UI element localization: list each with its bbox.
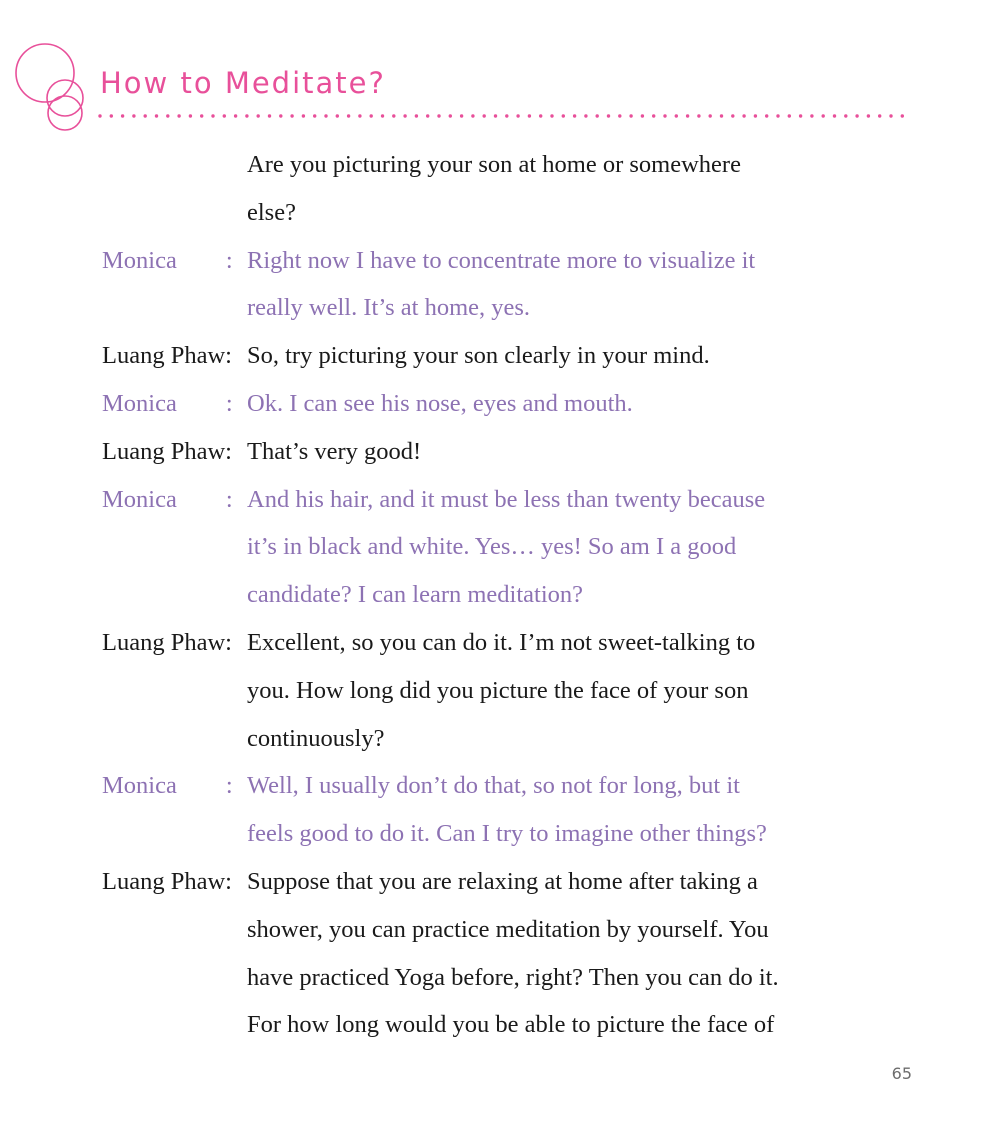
divider-dot: [810, 114, 813, 117]
divider-dot: [878, 114, 881, 117]
speech-text: [247, 237, 887, 333]
divider-dot: [223, 114, 226, 117]
divider-dot: [697, 114, 700, 117]
speaker-label: Luang Phaw:: [102, 867, 239, 895]
divider-dot: [336, 114, 339, 117]
divider-dot: [709, 114, 712, 117]
divider-dot: [641, 114, 644, 117]
divider-dot: [584, 114, 587, 117]
dialogue: [102, 141, 922, 1049]
divider-dot: [313, 114, 316, 117]
speech-text: [247, 141, 887, 237]
divider-dot: [765, 114, 768, 117]
speech-line: continuously?: [247, 724, 385, 752]
divider-dot: [200, 114, 203, 117]
divider-dot: [686, 114, 689, 117]
speech-line: That’s very good!: [247, 437, 422, 465]
speech-text: [247, 762, 887, 858]
speaker-label: Monica :: [102, 485, 239, 513]
speech-line: Suppose that you are relaxing at home after taking a: [247, 867, 758, 895]
divider-dot: [426, 114, 429, 117]
divider-dot: [720, 114, 723, 117]
divider-dot: [483, 114, 486, 117]
speech-line: For how long would you be able to picture the face of: [247, 1011, 775, 1039]
divider-dot: [516, 114, 519, 117]
dialogue-turn: [102, 237, 922, 333]
speech-line: Right now I have to concentrate more to visualize it: [247, 246, 756, 274]
divider-dot: [155, 114, 158, 117]
divider-dot: [358, 114, 361, 117]
speaker-label: Luang Phaw:: [102, 628, 239, 656]
dialogue-turn: [102, 141, 922, 237]
divider-dot: [822, 114, 825, 117]
divider-dot: [132, 114, 135, 117]
divider-dot: [177, 114, 180, 117]
divider-dot: [573, 114, 576, 117]
speaker-label: Luang Phaw:: [102, 342, 239, 370]
divider-dot: [494, 114, 497, 117]
divider-dot: [618, 114, 621, 117]
divider-dot: [505, 114, 508, 117]
speaker-label: Monica :: [102, 389, 239, 417]
speech-line: So, try picturing your son clearly in your mind.: [247, 342, 710, 370]
speech-line: Excellent, so you can do it. I’m not sweet-talking to: [247, 628, 756, 656]
dotted-divider: [97, 112, 905, 120]
speech-line: you. How long did you picture the face of your son: [247, 676, 749, 704]
divider-dot: [144, 114, 147, 117]
speech-text: [247, 476, 887, 619]
speech-text: [247, 619, 887, 762]
speech-line: feels good to do it. Can I try to imagine other things?: [247, 820, 767, 848]
divider-dot: [799, 114, 802, 117]
divider-dot: [460, 114, 463, 117]
divider-dot: [392, 114, 395, 117]
divider-dot: [833, 114, 836, 117]
divider-dot: [652, 114, 655, 117]
speech-line: else?: [247, 198, 296, 226]
speech-line: And his hair, and it must be less than twenty because: [247, 485, 766, 513]
speaker-label: Monica :: [102, 772, 239, 800]
speech-text: [247, 332, 887, 380]
divider-dot: [776, 114, 779, 117]
speech-text: [247, 858, 887, 1049]
speech-text: [247, 428, 887, 476]
divider-dot: [901, 114, 904, 117]
divider-dot: [788, 114, 791, 117]
speech-line: Are you picturing your son at home or somewhere: [247, 151, 741, 178]
divider-dot: [663, 114, 666, 117]
divider-dot: [855, 114, 858, 117]
speaker-label: Monica :: [102, 246, 239, 274]
divider-dot: [302, 114, 305, 117]
divider-dot: [539, 114, 542, 117]
divider-dot: [437, 114, 440, 117]
dialogue-turn: [102, 380, 922, 428]
divider-dot: [550, 114, 553, 117]
divider-dot: [110, 114, 113, 117]
divider-dot: [347, 114, 350, 117]
speaker-label: Luang Phaw:: [102, 437, 239, 465]
dialogue-turn: [102, 762, 922, 858]
divider-dot: [528, 114, 531, 117]
dialogue-turn: [102, 858, 922, 1049]
divider-dot: [449, 114, 452, 117]
page-number: 65: [891, 1064, 912, 1083]
divider-dot: [742, 114, 745, 117]
divider-dot: [471, 114, 474, 117]
divider-dot: [234, 114, 237, 117]
divider-dot: [370, 114, 373, 117]
divider-dot: [189, 114, 192, 117]
divider-dot: [607, 114, 610, 117]
divider-dot: [403, 114, 406, 117]
divider-dot: [415, 114, 418, 117]
divider-dot: [731, 114, 734, 117]
dialogue-turn: [102, 476, 922, 619]
divider-dot: [754, 114, 757, 117]
divider-dot: [381, 114, 384, 117]
speech-line: Ok. I can see his nose, eyes and mouth.: [247, 389, 633, 417]
divider-dot: [867, 114, 870, 117]
divider-dot: [629, 114, 632, 117]
divider-dot: [257, 114, 260, 117]
interlocking-circles-icon: [12, 40, 92, 136]
divider-dot: [279, 114, 282, 117]
speech-line: Well, I usually don’t do that, so not for long, but it: [247, 772, 740, 800]
divider-dot: [675, 114, 678, 117]
divider-dot: [121, 114, 124, 117]
dialogue-turn: [102, 332, 922, 380]
divider-dot: [98, 114, 101, 117]
speech-line: shower, you can practice meditation by yourself. You: [247, 915, 769, 943]
divider-dot: [245, 114, 248, 117]
divider-dot: [166, 114, 169, 117]
divider-dot: [844, 114, 847, 117]
speech-line: have practiced Yoga before, right? Then you can do it.: [247, 963, 779, 991]
dialogue-turn: [102, 619, 922, 762]
divider-dot: [290, 114, 293, 117]
speech-line: it’s in black and white. Yes… yes! So am I a good: [247, 533, 737, 561]
divider-dot: [268, 114, 271, 117]
divider-dot: [596, 114, 599, 117]
speech-text: [247, 380, 887, 428]
divider-dot: [889, 114, 892, 117]
divider-dot: [562, 114, 565, 117]
speech-line: really well. It’s at home, yes.: [247, 294, 531, 322]
divider-dot: [324, 114, 327, 117]
page-title: How to Meditate?: [100, 66, 386, 100]
speech-line: candidate? I can learn meditation?: [247, 581, 584, 609]
divider-dot: [211, 114, 214, 117]
dialogue-turn: [102, 428, 922, 476]
